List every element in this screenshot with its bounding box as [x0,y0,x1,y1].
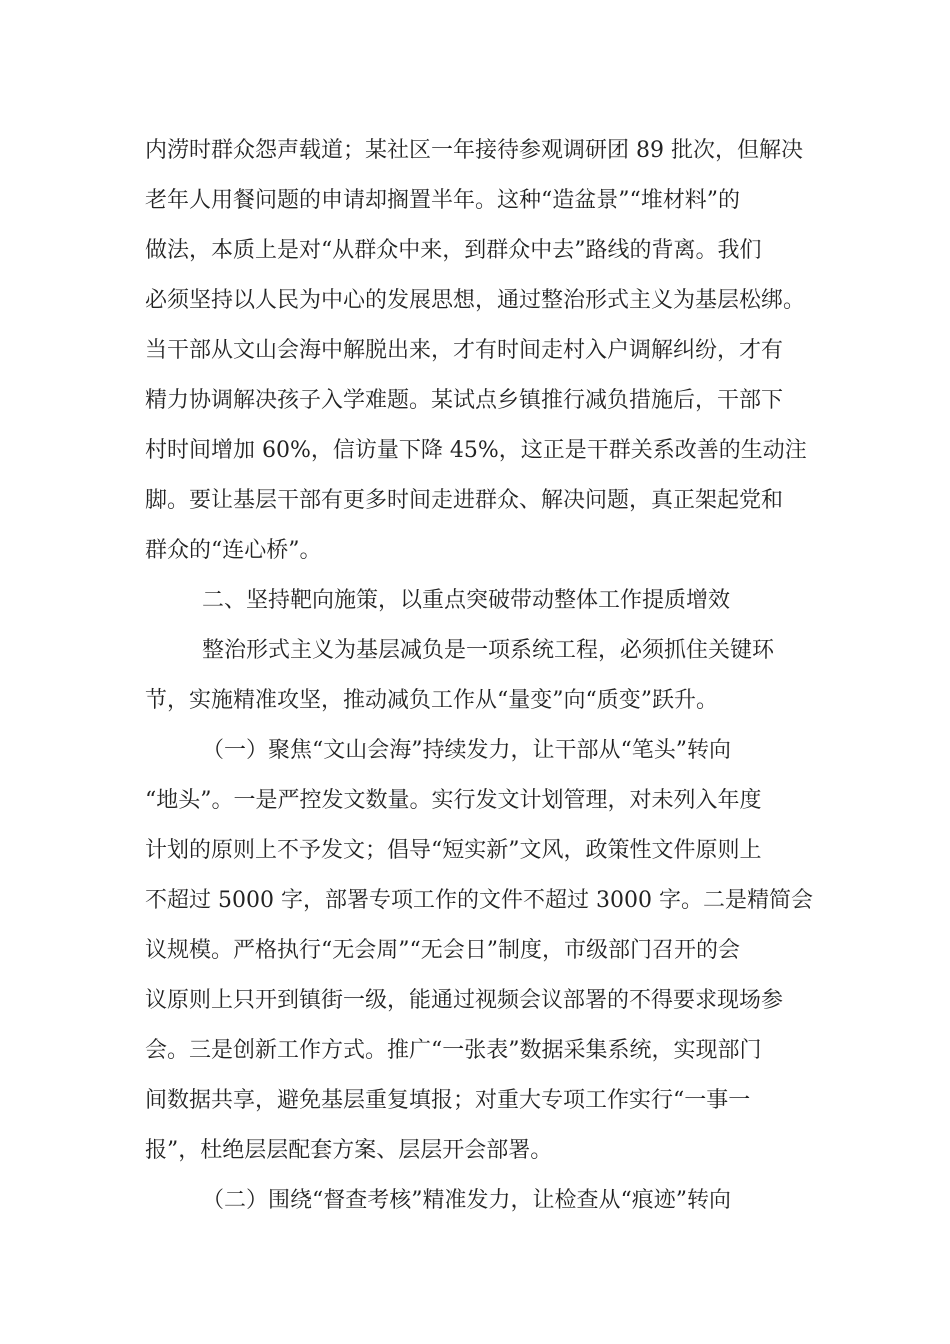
text-line: 脚。要让基层干部有更多时间走进群众、解决问题，真正架起党和 [145,488,784,513]
text-line: 会。三是创新工作方式。推广“一张表”数据采集系统，实现部门 [145,1038,762,1063]
text-line: 整治形式主义为基层减负是一项系统工程，必须抓住关键环 [202,638,775,663]
text-line: 做法，本质上是对“从群众中来，到群众中去”路线的背离。我们 [145,238,762,263]
text-line: 村时间增加 60%，信访量下降 45%，这正是干群关系改善的生动注 [145,438,807,463]
text-line: 必须坚持以人民为中心的发展思想，通过整治形式主义为基层松绑。 [145,288,806,313]
text-line: 报”，杜绝层层配套方案、层层开会部署。 [145,1138,553,1163]
text-line: 间数据共享，避免基层重复填报；对重大专项工作实行“一事一 [145,1088,751,1113]
subsection-heading: （一）聚焦“文山会海”持续发力，让干部从“笔头”转向 [202,738,731,763]
text-line: 议原则上只开到镇街一级，能通过视频会议部署的不得要求现场参 [145,988,784,1013]
text-line: 当干部从文山会海中解脱出来，才有时间走村入户调解纠纷，才有 [145,338,784,363]
text-line: “地头”。一是严控发文数量。实行发文计划管理，对未列入年度 [145,788,762,813]
text-line: 议规模。严格执行“无会周”“无会日”制度，市级部门召开的会 [145,938,740,963]
text-line: 计划的原则上不予发文；倡导“短实新”文风，政策性文件原则上 [145,838,762,863]
text-line: 不超过 5000 字，部署专项工作的文件不超过 3000 字。二是精简会 [145,888,813,913]
text-line: 群众的“连心桥”。 [145,538,322,563]
text-line: 节，实施精准攻坚，推动减负工作从“量变”向“质变”跃升。 [145,688,718,713]
text-line: 内涝时群众怨声载道；某社区一年接待参观调研团 89 批次，但解决 [145,138,803,163]
text-line: 老年人用餐问题的申请却搁置半年。这种“造盆景”“堆材料”的 [145,188,740,213]
subsection-heading: （二）围绕“督查考核”精准发力，让检查从“痕迹”转向 [202,1188,731,1213]
text-line: 精力协调解决孩子入学难题。某试点乡镇推行减负措施后，干部下 [145,388,784,413]
section-heading: 二、坚持靶向施策，以重点突破带动整体工作提质增效 [202,588,731,613]
